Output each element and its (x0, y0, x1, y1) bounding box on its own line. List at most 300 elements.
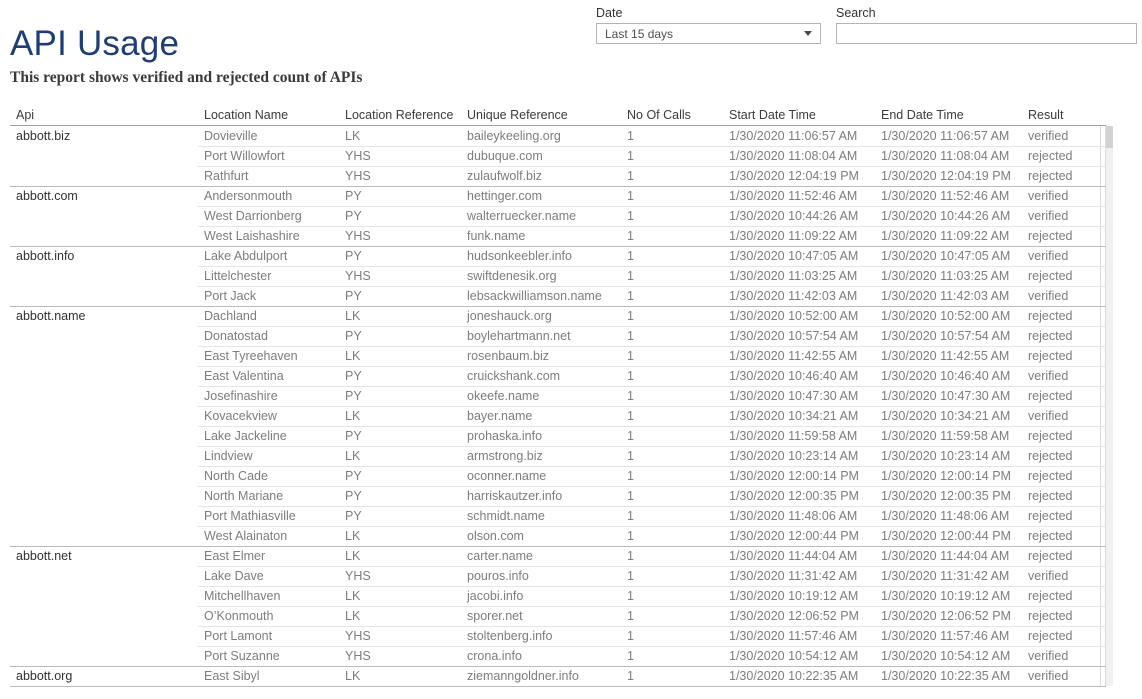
cell-calls: 1 (627, 269, 634, 283)
cell-unique_ref: armstrong.biz (467, 449, 543, 463)
cell-calls: 1 (627, 329, 634, 343)
cell-end: 1/30/2020 11:06:57 AM (881, 129, 1010, 143)
table-row (10, 186, 1106, 206)
cell-calls: 1 (627, 589, 634, 603)
cell-result: rejected (1028, 169, 1073, 183)
cell-result: rejected (1028, 609, 1073, 623)
cell-api (10, 446, 198, 466)
cell-location: East Valentina (204, 369, 284, 383)
cell-start: 1/30/2020 12:00:14 PM (729, 469, 859, 483)
cell-unique_ref: zulaufwolf.biz (467, 169, 543, 183)
cell-location: Lake Abdulport (204, 249, 288, 263)
cell-result: rejected (1028, 529, 1073, 543)
cell-api (10, 326, 198, 346)
cell-end: 1/30/2020 10:44:26 AM (881, 209, 1011, 223)
cell-api: abbott.name (16, 309, 86, 323)
cell-calls: 1 (627, 549, 634, 563)
cell-api (10, 486, 198, 506)
table-row (10, 406, 1106, 426)
cell-location: Port Jack (204, 289, 257, 303)
page-title: API Usage (10, 24, 180, 63)
row-divider (198, 326, 1106, 327)
table-row (10, 266, 1106, 286)
cell-calls: 1 (627, 309, 634, 323)
row-divider (198, 206, 1106, 207)
cell-result: rejected (1028, 269, 1073, 283)
cell-calls: 1 (627, 189, 634, 203)
cell-location_ref: YHS (345, 269, 371, 283)
column-header-result[interactable]: Result (1028, 108, 1064, 122)
cell-api (10, 506, 198, 526)
cell-start: 1/30/2020 11:52:46 AM (729, 189, 858, 203)
cell-start: 1/30/2020 10:34:21 AM (729, 409, 859, 423)
table-row (10, 226, 1106, 246)
cell-api (10, 586, 198, 606)
cell-location_ref: PY (345, 249, 362, 263)
cell-start: 1/30/2020 10:22:35 AM (729, 669, 859, 683)
cell-location_ref: PY (345, 509, 362, 523)
header-spacer (1100, 105, 1106, 125)
cell-location_ref: LK (345, 449, 361, 463)
cell-end: 1/30/2020 11:59:58 AM (881, 429, 1010, 443)
date-filter (596, 6, 821, 44)
cell-unique_ref: hettinger.com (467, 189, 543, 203)
cell-result: rejected (1028, 589, 1073, 603)
cell-end: 1/30/2020 11:42:55 AM (881, 349, 1010, 363)
cell-unique_ref: lebsackwilliamson.name (467, 289, 602, 303)
cell-unique_ref: dubuque.com (467, 149, 543, 163)
cell-result: rejected (1028, 469, 1073, 483)
cell-unique_ref: funk.name (467, 229, 526, 243)
cell-unique_ref: oconner.name (467, 469, 547, 483)
cell-location: Littelchester (204, 269, 272, 283)
cell-unique_ref: bayer.name (467, 409, 533, 423)
row-divider (10, 186, 1106, 187)
cell-api (10, 626, 198, 646)
column-header-calls[interactable]: No Of Calls (627, 108, 691, 122)
cell-start: 1/30/2020 10:19:12 AM (729, 589, 859, 603)
row-divider (198, 286, 1106, 287)
cell-location: Port Mathiasville (204, 509, 296, 523)
row-divider (198, 626, 1106, 627)
cell-api (10, 226, 198, 246)
cell-unique_ref: olson.com (467, 529, 524, 543)
cell-end: 1/30/2020 11:57:46 AM (881, 629, 1010, 643)
cell-start: 1/30/2020 11:44:04 AM (729, 549, 858, 563)
cell-api: abbott.biz (16, 129, 71, 143)
cell-result: verified (1028, 569, 1069, 583)
cell-calls: 1 (627, 629, 634, 643)
cell-result: rejected (1028, 329, 1073, 343)
row-divider (10, 246, 1106, 247)
table-row (10, 346, 1106, 366)
cell-end: 1/30/2020 12:00:44 PM (881, 529, 1011, 543)
date-filter-label: Date (596, 6, 623, 20)
cell-unique_ref: pouros.info (467, 569, 529, 583)
cell-calls: 1 (627, 449, 634, 463)
cell-calls: 1 (627, 389, 634, 403)
cell-start: 1/30/2020 11:48:06 AM (729, 509, 858, 523)
cell-end: 1/30/2020 10:47:30 AM (881, 389, 1011, 403)
cell-location: East Elmer (204, 549, 266, 563)
cell-unique_ref: rosenbaum.biz (467, 349, 549, 363)
row-divider (198, 226, 1106, 227)
search-filter (836, 6, 1137, 44)
cell-result: rejected (1028, 629, 1073, 643)
cell-calls: 1 (627, 169, 634, 183)
cell-end: 1/30/2020 10:52:00 AM (881, 309, 1011, 323)
cell-unique_ref: crona.info (467, 649, 522, 663)
cell-end: 1/30/2020 11:42:03 AM (881, 289, 1010, 303)
table-row (10, 146, 1106, 166)
scrollbar-thumb[interactable] (1106, 126, 1113, 148)
cell-location_ref: LK (345, 129, 361, 143)
cell-api: abbott.net (16, 549, 72, 563)
cell-api (10, 426, 198, 446)
row-divider (198, 166, 1106, 167)
row-divider (198, 366, 1106, 367)
cell-end: 1/30/2020 10:47:05 AM (881, 249, 1011, 263)
row-divider (198, 426, 1106, 427)
cell-calls: 1 (627, 569, 634, 583)
cell-result: verified (1028, 649, 1069, 663)
row-divider (10, 666, 1106, 667)
cell-location_ref: PY (345, 189, 362, 203)
cell-api (10, 606, 198, 626)
cell-start: 1/30/2020 11:57:46 AM (729, 629, 858, 643)
page-subtitle: This report shows verified and rejected count of APIs (10, 69, 363, 86)
table-row (10, 326, 1106, 346)
cell-api: abbott.com (16, 189, 78, 203)
cell-api (10, 566, 198, 586)
cell-location: West Laishashire (204, 229, 300, 243)
table-row (10, 626, 1106, 646)
cell-calls: 1 (627, 649, 634, 663)
cell-unique_ref: okeefe.name (467, 389, 540, 403)
cell-location_ref: YHS (345, 649, 371, 663)
cell-location_ref: LK (345, 529, 361, 543)
cell-start: 1/30/2020 10:46:40 AM (729, 369, 859, 383)
table-row (10, 606, 1106, 626)
cell-calls: 1 (627, 429, 634, 443)
cell-end: 1/30/2020 11:44:04 AM (881, 549, 1010, 563)
cell-calls: 1 (627, 669, 634, 683)
cell-location_ref: LK (345, 309, 361, 323)
cell-start: 1/30/2020 12:00:35 PM (729, 489, 859, 503)
column-header-unique_ref[interactable]: Unique Reference (467, 108, 568, 122)
cell-location_ref: YHS (345, 169, 371, 183)
row-divider (10, 306, 1106, 307)
table-row (10, 306, 1106, 326)
table-row (10, 366, 1106, 386)
cell-unique_ref: walterruecker.name (467, 209, 577, 223)
cell-location_ref: PY (345, 329, 362, 343)
table-bottom-border (10, 686, 1106, 687)
cell-start: 1/30/2020 10:52:00 AM (729, 309, 859, 323)
cell-api (10, 406, 198, 426)
cell-unique_ref: stoltenberg.info (467, 629, 553, 643)
cell-location_ref: PY (345, 389, 362, 403)
cell-result: rejected (1028, 509, 1073, 523)
cell-start: 1/30/2020 11:59:58 AM (729, 429, 858, 443)
cell-location_ref: PY (345, 429, 362, 443)
row-divider (198, 386, 1106, 387)
column-header-start[interactable]: Start Date Time (729, 108, 816, 122)
cell-end: 1/30/2020 11:52:46 AM (881, 189, 1010, 203)
column-header-api[interactable]: Api (16, 108, 35, 122)
cell-location: Dachland (204, 309, 257, 323)
table-row (10, 646, 1106, 666)
cell-location: Lindview (204, 449, 253, 463)
cell-end: 1/30/2020 10:34:21 AM (881, 409, 1011, 423)
cell-location: Lake Jackeline (204, 429, 287, 443)
cell-result: rejected (1028, 149, 1073, 163)
api-usage-table (10, 105, 1106, 686)
cell-calls: 1 (627, 209, 634, 223)
cell-unique_ref: carter.name (467, 549, 534, 563)
column-header-location_ref[interactable]: Location Reference (345, 108, 454, 122)
cell-start: 1/30/2020 11:06:57 AM (729, 129, 858, 143)
table-row (10, 166, 1106, 186)
row-divider (198, 486, 1106, 487)
cell-calls: 1 (627, 289, 634, 303)
cell-unique_ref: jacobi.info (467, 589, 524, 603)
cell-location: Andersonmouth (204, 189, 293, 203)
cell-location: West Alainaton (204, 529, 288, 543)
cell-calls: 1 (627, 489, 634, 503)
cell-calls: 1 (627, 469, 634, 483)
cell-end: 1/30/2020 10:19:12 AM (881, 589, 1011, 603)
cell-end: 1/30/2020 10:54:12 AM (881, 649, 1011, 663)
cell-end: 1/30/2020 11:48:06 AM (881, 509, 1010, 523)
cell-api (10, 206, 198, 226)
cell-location_ref: YHS (345, 149, 371, 163)
cell-location_ref: LK (345, 349, 361, 363)
cell-location: Port Suzanne (204, 649, 280, 663)
cell-api (10, 286, 198, 306)
cell-unique_ref: baileykeeling.org (467, 129, 561, 143)
table-row (10, 586, 1106, 606)
table-row (10, 546, 1106, 566)
cell-location: East Sibyl (204, 669, 260, 683)
cell-result: verified (1028, 189, 1069, 203)
row-divider (198, 606, 1106, 607)
row-divider (198, 646, 1106, 647)
cell-location_ref: PY (345, 369, 362, 383)
cell-unique_ref: harriskautzer.info (467, 489, 563, 503)
row-divider (198, 446, 1106, 447)
cell-calls: 1 (627, 349, 634, 363)
cell-start: 1/30/2020 10:44:26 AM (729, 209, 859, 223)
cell-api (10, 466, 198, 486)
cell-unique_ref: schmidt.name (467, 509, 545, 523)
cell-start: 1/30/2020 10:54:12 AM (729, 649, 859, 663)
cell-api (10, 366, 198, 386)
cell-api (10, 166, 198, 186)
cell-calls: 1 (627, 509, 634, 523)
cell-location_ref: PY (345, 289, 362, 303)
row-divider (198, 526, 1106, 527)
cell-unique_ref: swiftdenesik.org (467, 269, 557, 283)
column-header-end[interactable]: End Date Time (881, 108, 964, 122)
cell-api (10, 146, 198, 166)
cell-unique_ref: sporer.net (467, 609, 523, 623)
cell-location_ref: PY (345, 209, 362, 223)
table-row (10, 126, 1106, 146)
cell-calls: 1 (627, 529, 634, 543)
table-row (10, 526, 1106, 546)
cell-unique_ref: joneshauck.org (467, 309, 552, 323)
cell-location_ref: YHS (345, 569, 371, 583)
vertical-scrollbar[interactable] (1106, 126, 1113, 686)
cell-api (10, 646, 198, 666)
cell-result: rejected (1028, 489, 1073, 503)
cell-location: Kovacekview (204, 409, 277, 423)
cell-location: Rathfurt (204, 169, 249, 183)
cell-unique_ref: cruickshank.com (467, 369, 561, 383)
cell-result: verified (1028, 369, 1069, 383)
cell-start: 1/30/2020 11:42:03 AM (729, 289, 858, 303)
table-row (10, 246, 1106, 266)
cell-unique_ref: ziemanngoldner.info (467, 669, 579, 683)
cell-start: 1/30/2020 11:09:22 AM (729, 229, 858, 243)
table-row (10, 506, 1106, 526)
cell-start: 1/30/2020 12:06:52 PM (729, 609, 859, 623)
table-row (10, 206, 1106, 226)
cell-location_ref: YHS (345, 629, 371, 643)
cell-calls: 1 (627, 409, 634, 423)
cell-result: rejected (1028, 549, 1073, 563)
table-row (10, 566, 1106, 586)
cell-start: 1/30/2020 11:03:25 AM (729, 269, 858, 283)
cell-end: 1/30/2020 11:31:42 AM (881, 569, 1010, 583)
cell-api (10, 526, 198, 546)
date-filter-dropdown[interactable] (596, 23, 821, 44)
cell-location_ref: LK (345, 669, 361, 683)
cell-location_ref: LK (345, 549, 361, 563)
cell-result: rejected (1028, 229, 1073, 243)
row-divider (198, 266, 1106, 267)
cell-location_ref: YHS (345, 229, 371, 243)
search-label: Search (836, 6, 876, 20)
cell-end: 1/30/2020 11:09:22 AM (881, 229, 1010, 243)
table-row (10, 426, 1106, 446)
cell-location: O’Konmouth (204, 609, 274, 623)
cell-unique_ref: hudsonkeebler.info (467, 249, 572, 263)
cell-result: verified (1028, 669, 1069, 683)
cell-start: 1/30/2020 11:31:42 AM (729, 569, 858, 583)
cell-location: Lake Dave (204, 569, 264, 583)
cell-result: verified (1028, 409, 1069, 423)
row-divider (198, 466, 1106, 467)
row-divider (10, 546, 1106, 547)
cell-end: 1/30/2020 10:22:35 AM (881, 669, 1011, 683)
cell-location_ref: LK (345, 409, 361, 423)
cell-calls: 1 (627, 229, 634, 243)
chevron-down-icon (804, 31, 812, 36)
column-header-location[interactable]: Location Name (204, 108, 289, 122)
cell-location_ref: LK (345, 589, 361, 603)
row-divider (198, 346, 1106, 347)
cell-start: 1/30/2020 12:04:19 PM (729, 169, 859, 183)
cell-calls: 1 (627, 249, 634, 263)
row-divider (198, 566, 1106, 567)
table-header-row (10, 105, 1106, 126)
cell-location_ref: LK (345, 609, 361, 623)
cell-location: Donatostad (204, 329, 268, 343)
table-row (10, 666, 1106, 686)
cell-calls: 1 (627, 609, 634, 623)
cell-unique_ref: boylehartmann.net (467, 329, 571, 343)
cell-end: 1/30/2020 12:04:19 PM (881, 169, 1011, 183)
cell-api (10, 266, 198, 286)
cell-api: abbott.info (16, 249, 75, 263)
cell-unique_ref: prohaska.info (467, 429, 543, 443)
cell-location: Mitchellhaven (204, 589, 281, 603)
cell-api (10, 346, 198, 366)
cell-result: verified (1028, 129, 1069, 143)
row-divider (198, 586, 1106, 587)
cell-start: 1/30/2020 11:08:04 AM (729, 149, 858, 163)
cell-location: Port Willowfort (204, 149, 285, 163)
cell-end: 1/30/2020 10:46:40 AM (881, 369, 1011, 383)
cell-result: rejected (1028, 309, 1073, 323)
table-row (10, 286, 1106, 306)
row-divider (198, 506, 1106, 507)
table-row (10, 466, 1106, 486)
row-divider (198, 406, 1106, 407)
cell-end: 1/30/2020 12:00:35 PM (881, 489, 1011, 503)
cell-calls: 1 (627, 369, 634, 383)
cell-start: 1/30/2020 10:23:14 AM (729, 449, 859, 463)
cell-end: 1/30/2020 10:57:54 AM (881, 329, 1011, 343)
cell-start: 1/30/2020 10:57:54 AM (729, 329, 859, 343)
cell-result: rejected (1028, 449, 1073, 463)
cell-location: Dovieville (204, 129, 258, 143)
cell-api (10, 386, 198, 406)
cell-calls: 1 (627, 129, 634, 143)
table-row (10, 446, 1106, 466)
cell-result: verified (1028, 289, 1069, 303)
cell-calls: 1 (627, 149, 634, 163)
cell-location_ref: PY (345, 469, 362, 483)
cell-start: 1/30/2020 10:47:30 AM (729, 389, 859, 403)
table-row (10, 486, 1106, 506)
cell-start: 1/30/2020 10:47:05 AM (729, 249, 859, 263)
cell-start: 1/30/2020 11:42:55 AM (729, 349, 858, 363)
cell-result: verified (1028, 209, 1069, 223)
cell-location: Josefinashire (204, 389, 278, 403)
cell-location: North Cade (204, 469, 268, 483)
row-divider (198, 146, 1106, 147)
cell-result: rejected (1028, 389, 1073, 403)
cell-end: 1/30/2020 11:08:04 AM (881, 149, 1010, 163)
cell-start: 1/30/2020 12:00:44 PM (729, 529, 859, 543)
cell-end: 1/30/2020 12:00:14 PM (881, 469, 1011, 483)
search-input[interactable] (836, 23, 1137, 44)
cell-location: Port Lamont (204, 629, 273, 643)
cell-end: 1/30/2020 11:03:25 AM (881, 269, 1010, 283)
cell-location: East Tyreehaven (204, 349, 298, 363)
table-row (10, 386, 1106, 406)
cell-location: West Darrionberg (204, 209, 302, 223)
cell-end: 1/30/2020 10:23:14 AM (881, 449, 1011, 463)
cell-location: North Mariane (204, 489, 284, 503)
cell-result: rejected (1028, 429, 1073, 443)
cell-api: abbott.org (16, 669, 73, 683)
cell-location_ref: PY (345, 489, 362, 503)
cell-end: 1/30/2020 12:06:52 PM (881, 609, 1011, 623)
